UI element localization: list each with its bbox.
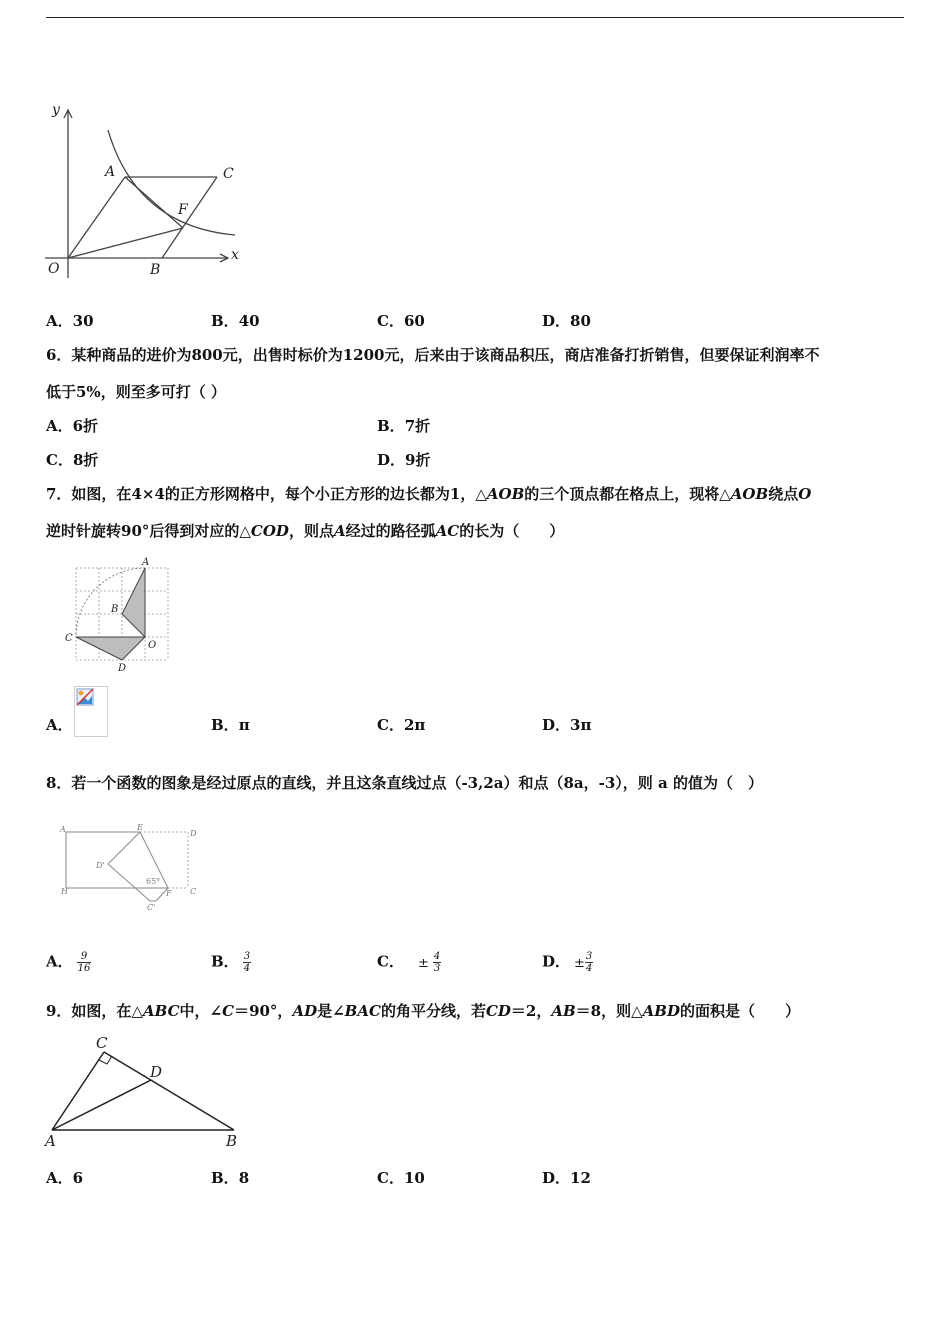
q8-figure [56, 824, 206, 914]
q7-option-d[interactable]: D．3π [542, 716, 592, 734]
q5-label-a: A [105, 164, 116, 180]
q8-option-b[interactable]: B． $\frac{3}{4}$ [211, 951, 251, 974]
q7-option-c[interactable]: C．2π [377, 716, 426, 734]
q5-figure [40, 98, 250, 283]
q5-label-b: B [150, 262, 161, 278]
q5-label-f: F [178, 202, 188, 218]
q9-label-c: C [96, 1034, 108, 1052]
q8-label-e: E [137, 823, 143, 832]
q8-option-d[interactable]: D． ± $\frac{3}{4}$ [542, 951, 593, 974]
folded-rectangle-figure [56, 824, 206, 914]
q5-option-c[interactable]: C．60 [377, 312, 425, 330]
q8-label-d: D [190, 829, 197, 838]
right-triangle-figure [42, 1034, 242, 1154]
q8-angle-label: 65° [146, 877, 161, 886]
q5-option-d[interactable]: D．80 [542, 312, 591, 330]
q9-triangle-figure [42, 1034, 242, 1154]
fraction: $\frac{4}{3}$ [433, 951, 441, 974]
q8-label-c: C [190, 887, 197, 896]
header-rule [46, 17, 904, 18]
q6-stem-line-1: 6．某种商品的进价为800元，出售时标价为1200元，后来由于该商品积压，商店准备打折销售，但要保证利润率不 [46, 346, 820, 364]
q7-label-o: O [148, 640, 157, 651]
rotation-grid [62, 556, 177, 676]
q5-option-a[interactable]: A．30 [46, 312, 94, 330]
fraction: $\frac{9}{16}$ [77, 951, 91, 974]
q5-label-y: y [52, 102, 60, 118]
q7-stem-line-2: 逆时针旋转90°后得到对应的△COD，则点A经过的路径弧AC的长为（ ） [46, 522, 565, 540]
q6-option-b[interactable]: B．7折 [377, 417, 431, 435]
q7-option-b[interactable]: B．π [211, 716, 250, 734]
broken-image-icon [74, 686, 108, 737]
q5-label-o: O [48, 261, 60, 277]
fraction: $\frac{3}{4}$ [585, 951, 593, 974]
q7-label-c: C [65, 633, 73, 644]
q6-option-a[interactable]: A．6折 [46, 417, 99, 435]
q7-stem-line-1: 7．如图，在4×4的正方形网格中，每个小正方形的边长都为1，△AOB的三个顶点都在格点上，现将△AOB绕点O [46, 485, 812, 503]
q9-option-b[interactable]: B．8 [211, 1169, 250, 1187]
coordinate-figure [40, 98, 250, 283]
q6-stem-line-2: 低于5%，则至多可打（ ） [46, 383, 226, 401]
q8-option-c[interactable]: C． ± $\frac{4}{3}$ [377, 951, 441, 974]
q8-label-f: F [166, 889, 172, 898]
q9-option-d[interactable]: D．12 [542, 1169, 591, 1187]
q8-label-h: H [61, 887, 68, 896]
q7-label-d: D [118, 663, 127, 674]
fraction: $\frac{3}{4}$ [243, 951, 251, 974]
q7-label-a: A [142, 557, 150, 568]
q6-option-d[interactable]: D．9折 [377, 451, 431, 469]
q6-option-c[interactable]: C．8折 [46, 451, 99, 469]
q8-label-dp: D' [96, 861, 105, 870]
q8-label-a: A [60, 825, 66, 834]
q9-label-b: B [226, 1132, 238, 1150]
q5-label-x: x [231, 247, 239, 263]
q5-option-b[interactable]: B．40 [211, 312, 260, 330]
q8-option-a[interactable]: A． $\frac{9}{16}$ [46, 951, 91, 974]
q7-grid-figure [62, 556, 177, 676]
q7-label-b: B [111, 604, 119, 615]
q8-stem-line: 8．若一个函数的图象是经过原点的直线，并且这条直线过点（-3,2a）和点（8a，-3），则 a 的值为（ ） [46, 774, 763, 792]
q9-label-d: D [150, 1063, 163, 1081]
q9-label-a: A [45, 1132, 56, 1150]
q5-label-c: C [223, 166, 234, 182]
q7-option-a[interactable]: A． [46, 716, 73, 734]
q8-label-cp: C' [147, 903, 156, 912]
q9-stem-line: 9．如图，在△ABC中，∠C＝90°，AD是∠BAC的角平分线，若CD＝2，AB＝8，则△ABD的面积是（ ） [46, 1002, 800, 1020]
q9-option-c[interactable]: C．10 [377, 1169, 425, 1187]
q9-option-a[interactable]: A．6 [46, 1169, 84, 1187]
